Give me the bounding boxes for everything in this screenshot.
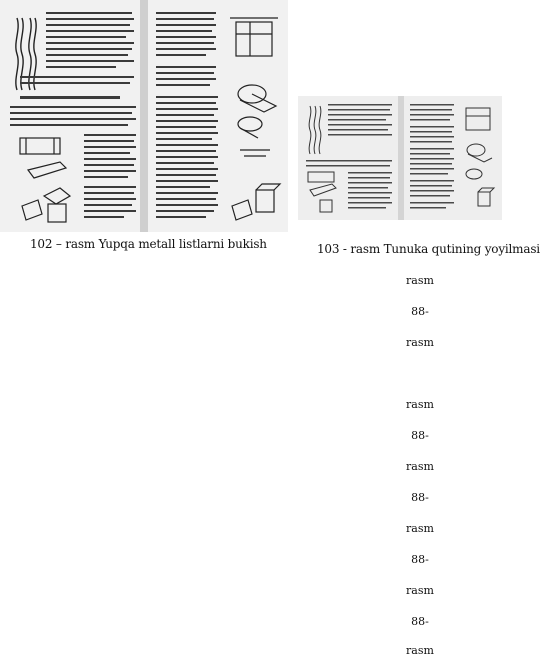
book-spread-scan-102 [0, 0, 288, 232]
side-label: rasm [406, 398, 434, 411]
side-label: rasm [406, 460, 434, 473]
figure-103-caption: 103 - rasm Tunuka qutining yoyilmasi [317, 242, 540, 256]
side-label: rasm [406, 644, 434, 657]
scan-image-102 [0, 0, 288, 232]
figure-102-caption: 102 – rasm Yupqa metall listlarni bukish [30, 237, 267, 251]
book-spread-scan-103 [298, 96, 502, 220]
side-label: rasm [406, 522, 434, 535]
side-label: 88- [411, 553, 429, 566]
side-label: 88- [411, 615, 429, 628]
side-label: 88- [411, 429, 429, 442]
side-label: rasm [406, 584, 434, 597]
side-label: rasm [406, 274, 434, 287]
text-block-right [156, 12, 218, 218]
side-label: 88- [411, 491, 429, 504]
side-label: 88- [411, 305, 429, 318]
side-label: rasm [406, 336, 434, 349]
scan-image-103 [298, 96, 502, 220]
